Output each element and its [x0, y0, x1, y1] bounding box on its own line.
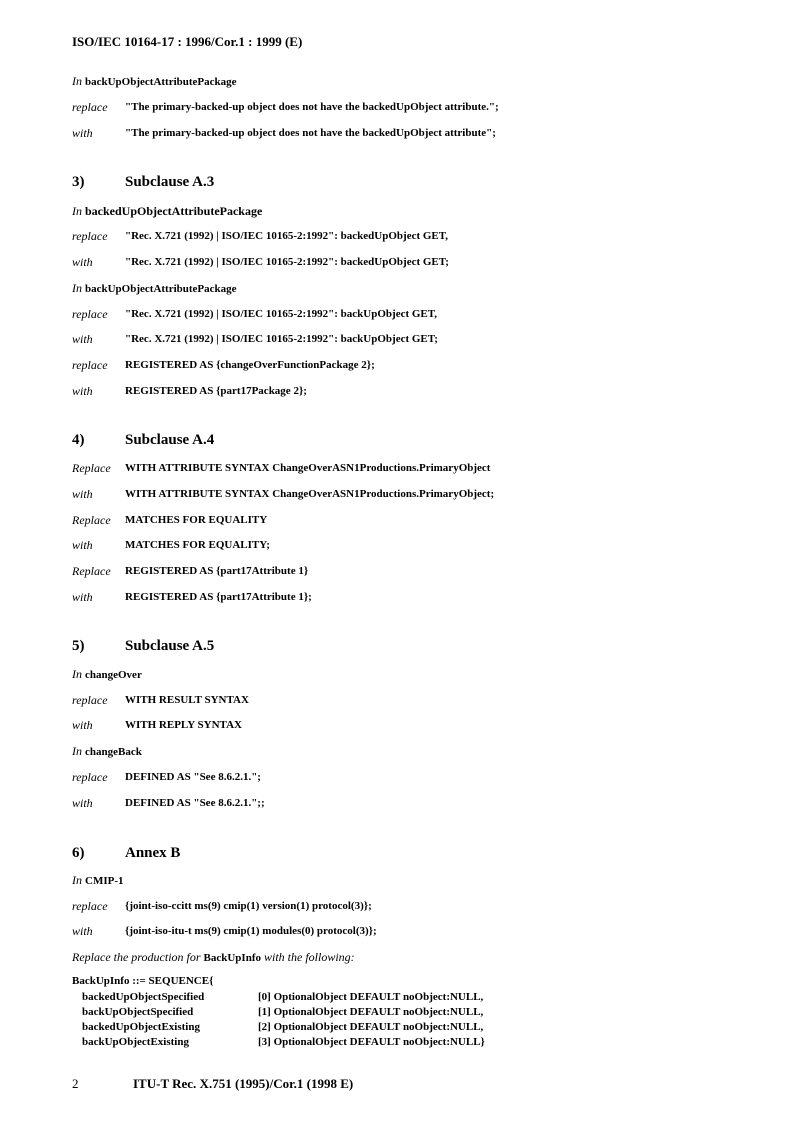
with-keyword: with	[72, 332, 93, 346]
replace-keyword: replace	[72, 100, 108, 114]
code-field-name: backedUpObjectSpecified	[82, 991, 205, 1003]
page-header: ISO/IEC 10164-17 : 1996/Cor.1 : 1999 (E)	[72, 34, 303, 49]
with-keyword: with	[72, 487, 93, 501]
in-target: CMIP-1	[85, 875, 124, 887]
replace-text: "Rec. X.721 (1992) | ISO/IEC 10165-2:1992": backUpObject GET,	[125, 308, 438, 320]
replace-keyword: replace	[72, 770, 108, 784]
in-target: changeBack	[85, 746, 142, 758]
with-text: WITH ATTRIBUTE SYNTAX ChangeOverASN1Productions.PrimaryObject;	[125, 488, 495, 500]
page-number: 2	[72, 1076, 79, 1091]
code-head: BackUpInfo ::= SEQUENCE{	[72, 975, 214, 987]
with-text: DEFINED AS "See 8.6.2.1.";;	[125, 797, 265, 809]
with-text: "The primary-backed-up object does not have the backedUpObject attribute";	[125, 127, 496, 139]
with-keyword: with	[72, 255, 93, 269]
section-number: 3)	[72, 174, 85, 190]
code-field-def: [1] OptionalObject DEFAULT noObject:NULL,	[258, 1006, 484, 1018]
replace-text: WITH RESULT SYNTAX	[125, 694, 249, 706]
replace-text: WITH ATTRIBUTE SYNTAX ChangeOverASN1Productions.PrimaryObject	[125, 462, 491, 474]
instruction-before: Replace the production for	[72, 950, 201, 964]
replace-keyword: Replace	[72, 461, 111, 475]
replace-keyword: replace	[72, 693, 108, 707]
section-number: 4)	[72, 432, 85, 448]
in-target: backedUpObjectAttributePackage	[85, 204, 263, 218]
section-number: 6)	[72, 845, 85, 861]
section-title: Subclause A.4	[125, 432, 215, 448]
replace-keyword: replace	[72, 307, 108, 321]
in-target: backUpObjectAttributePackage	[85, 283, 237, 295]
with-keyword: with	[72, 538, 93, 552]
in-word: In	[72, 873, 82, 887]
with-text: "Rec. X.721 (1992) | ISO/IEC 10165-2:1992": backedUpObject GET;	[125, 256, 449, 268]
with-text: REGISTERED AS {part17Attribute 1};	[125, 591, 312, 603]
with-keyword: with	[72, 384, 93, 398]
replace-text: DEFINED AS "See 8.6.2.1.";	[125, 771, 261, 783]
replace-keyword: Replace	[72, 513, 111, 527]
with-keyword: with	[72, 590, 93, 604]
in-target: changeOver	[85, 669, 142, 681]
section-number: 5)	[72, 638, 85, 654]
instruction-target: BackUpInfo	[203, 952, 261, 964]
replace-keyword: replace	[72, 358, 108, 372]
replace-keyword: replace	[72, 899, 108, 913]
replace-text: "Rec. X.721 (1992) | ISO/IEC 10165-2:1992": backedUpObject GET,	[125, 230, 449, 242]
code-field-name: backUpObjectSpecified	[82, 1006, 194, 1018]
replace-keyword: Replace	[72, 564, 111, 578]
in-word: In	[72, 281, 82, 295]
in-clause	[72, 744, 142, 759]
replace-text: MATCHES FOR EQUALITY	[125, 514, 268, 526]
code-field-def: [3] OptionalObject DEFAULT noObject:NULL}	[258, 1036, 485, 1048]
in-clause	[72, 74, 237, 89]
in-clause	[72, 873, 124, 888]
in-word: In	[72, 744, 82, 758]
with-keyword: with	[72, 126, 93, 140]
in-target: backUpObjectAttributePackage	[85, 76, 237, 88]
in-word: In	[72, 74, 82, 88]
code-field-def: [0] OptionalObject DEFAULT noObject:NULL,	[258, 991, 484, 1003]
with-text: {joint-iso-itu-t ms(9) cmip(1) modules(0) protocol(3)};	[125, 925, 377, 937]
footer-text: ITU-T Rec. X.751 (1995)/Cor.1 (1998 E)	[133, 1076, 354, 1091]
in-word: In	[72, 667, 82, 681]
in-clause	[72, 281, 237, 296]
code-field-name: backUpObjectExisting	[82, 1036, 189, 1048]
with-text: "Rec. X.721 (1992) | ISO/IEC 10165-2:1992": backUpObject GET;	[125, 333, 438, 345]
with-keyword: with	[72, 796, 93, 810]
replace-text: REGISTERED AS {changeOverFunctionPackage 2};	[125, 359, 375, 371]
in-clause	[72, 667, 142, 682]
code-field-name: backedUpObjectExisting	[82, 1021, 200, 1033]
replace-keyword: replace	[72, 229, 108, 243]
with-text: MATCHES FOR EQUALITY;	[125, 539, 270, 551]
replace-text: {joint-iso-ccitt ms(9) cmip(1) version(1) protocol(3)};	[125, 900, 372, 912]
with-text: WITH REPLY SYNTAX	[125, 719, 242, 731]
with-keyword: with	[72, 718, 93, 732]
section-title: Subclause A.3	[125, 174, 215, 190]
with-text: REGISTERED AS {part17Package 2};	[125, 385, 307, 397]
code-field-def: [2] OptionalObject DEFAULT noObject:NULL,	[258, 1021, 484, 1033]
replace-text: "The primary-backed-up object does not have the backedUpObject attribute.";	[125, 101, 499, 113]
section-title: Subclause A.5	[125, 638, 215, 654]
replace-text: REGISTERED AS {part17Attribute 1}	[125, 565, 309, 577]
section-title: Annex B	[125, 845, 181, 861]
in-clause	[72, 204, 262, 219]
instruction-after: with the following:	[264, 950, 355, 964]
in-word: In	[72, 204, 82, 218]
replace-instruction	[72, 950, 355, 965]
with-keyword: with	[72, 924, 93, 938]
